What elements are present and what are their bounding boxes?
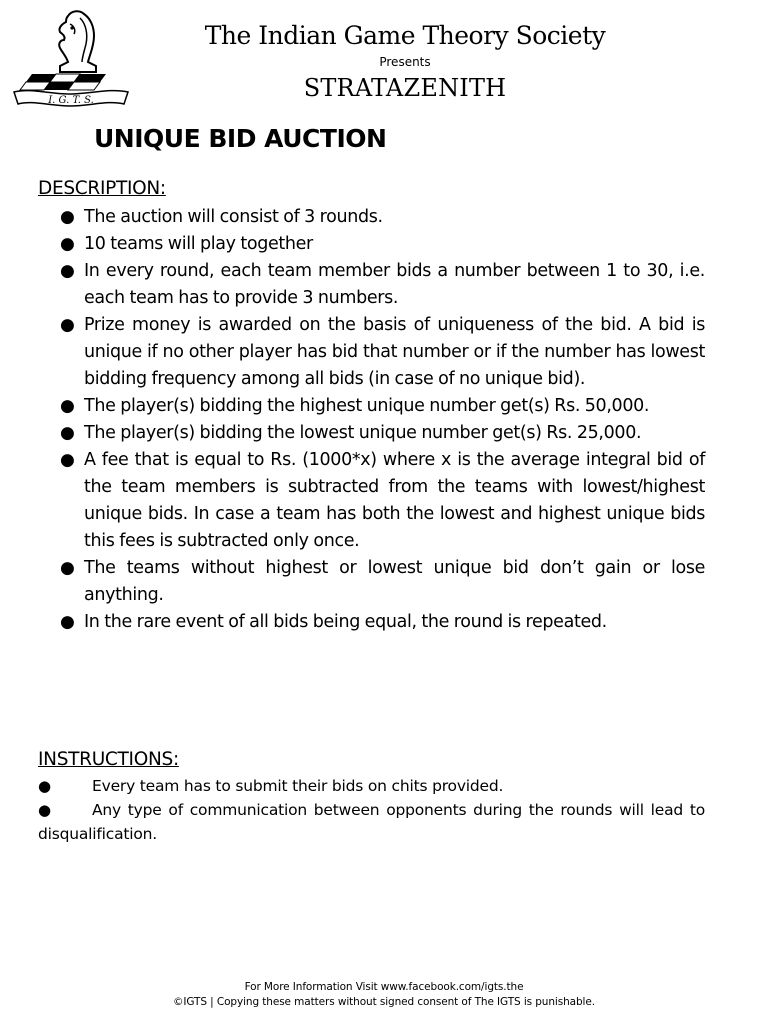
knight-icon	[59, 11, 96, 72]
description-item-text: The player(s) bidding the highest unique number get(s) Rs. 50,000.	[84, 396, 650, 416]
bullet-icon: ●	[60, 315, 75, 335]
description-item-text: In every round, each team member bids a number between 1 to 30, i.e. each team has to provide 3 numbers.	[84, 261, 705, 308]
presents-label: Presents	[379, 55, 431, 69]
instruction-item-text: Any type of communication between opponents during the rounds will lead to disqualification.	[38, 801, 705, 843]
bullet-icon: ●	[60, 207, 75, 227]
description-item	[60, 231, 705, 258]
description-item	[60, 204, 705, 231]
description-item	[60, 420, 705, 447]
logo-text: I. G. T. S.	[48, 95, 94, 106]
instructions-list	[38, 774, 705, 846]
bullet-icon: ●	[38, 801, 51, 819]
instruction-item-text: Every team has to submit their bids on chits provided.	[92, 777, 504, 795]
document-header	[140, 16, 670, 106]
description-heading: DESCRIPTION:	[38, 178, 166, 199]
bullet-icon: ●	[60, 261, 75, 281]
bullet-icon: ●	[60, 612, 75, 632]
description-item	[60, 447, 705, 555]
bullet-icon: ●	[60, 396, 75, 416]
chessboard-icon	[20, 74, 106, 90]
description-item	[60, 609, 705, 636]
description-item	[60, 555, 705, 609]
bullet-icon: ●	[60, 423, 75, 443]
instructions-heading: INSTRUCTIONS:	[38, 749, 179, 770]
bullet-icon: ●	[60, 558, 75, 578]
instruction-item	[38, 774, 705, 798]
event-name: STRATAZENITH	[303, 74, 507, 102]
page-footer	[0, 980, 768, 1010]
society-name: The Indian Game Theory Society	[204, 21, 606, 50]
footer-copyright-line: ©IGTS | Copying these matters without signed consent of The IGTS is punishable.	[173, 996, 595, 1008]
description-item-text: The teams without highest or lowest unique bid don’t gain or lose anything.	[84, 558, 705, 605]
description-item-text: Prize money is awarded on the basis of uniqueness of the bid. A bid is unique if no other player has bid that number or if the number has lowest bidding frequency among all bids (in case of no unique bid).	[84, 315, 705, 389]
bullet-icon: ●	[38, 777, 51, 795]
page-title: UNIQUE BID AUCTION	[94, 124, 387, 153]
description-item-text: The player(s) bidding the lowest unique number get(s) Rs. 25,000.	[84, 423, 642, 443]
description-item	[60, 258, 705, 312]
footer-info-line: For More Information Visit www.facebook.com/igts.the	[244, 981, 524, 993]
igts-logo	[10, 8, 132, 112]
description-list	[60, 204, 705, 636]
bullet-icon: ●	[60, 450, 75, 470]
description-item-text: The auction will consist of 3 rounds.	[84, 207, 383, 227]
description-item	[60, 393, 705, 420]
description-item-text: 10 teams will play together	[84, 234, 313, 254]
instruction-item	[38, 798, 705, 846]
description-item	[60, 312, 705, 393]
bullet-icon: ●	[60, 234, 75, 254]
description-item-text: A fee that is equal to Rs. (1000*x) where x is the average integral bid of the team members is subtracted from the teams with lowest/highest unique bids. In case a team has both the lowest and highest unique bids this fees is subtracted only once.	[84, 450, 705, 551]
description-item-text: In the rare event of all bids being equal, the round is repeated.	[84, 612, 607, 632]
